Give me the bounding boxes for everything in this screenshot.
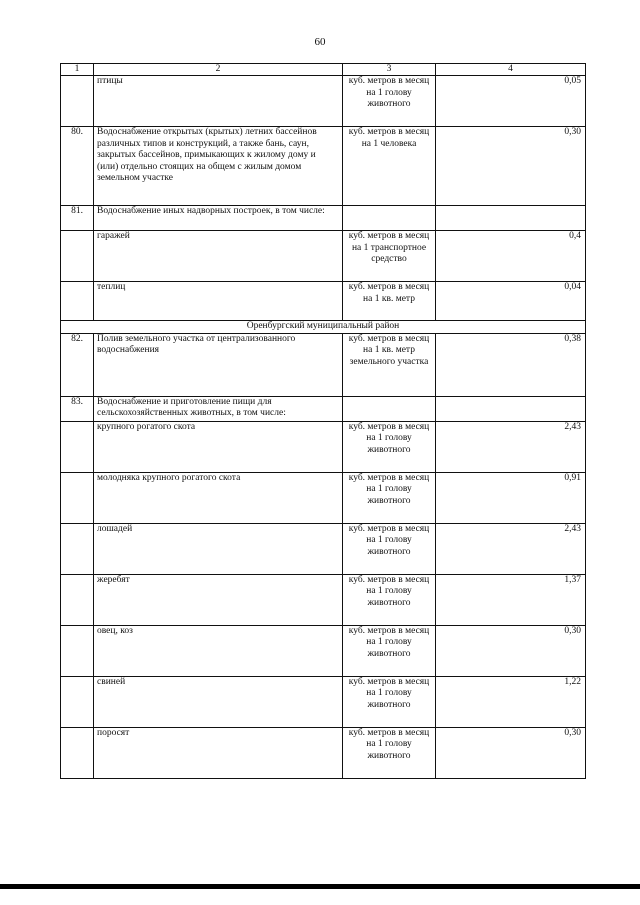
row-value: 0,4 <box>436 231 586 282</box>
table-row <box>61 523 586 574</box>
table-row <box>61 282 586 321</box>
row-number <box>61 574 94 625</box>
row-name: гаражей <box>94 231 343 282</box>
header-col-2: 2 <box>94 64 343 76</box>
row-value <box>436 396 586 421</box>
row-number: 82. <box>61 333 94 396</box>
row-unit: куб. метров в месяц на 1 человека <box>343 127 436 206</box>
row-name: молодняка крупного рогатого скота <box>94 472 343 523</box>
row-value: 0,38 <box>436 333 586 396</box>
table-row <box>61 333 586 396</box>
row-name: жеребят <box>94 574 343 625</box>
row-name: поросят <box>94 727 343 778</box>
row-name: Водоснабжение и приготовление пищи для сельскохозяйственных животных, в том числе: <box>94 396 343 421</box>
row-unit <box>343 206 436 231</box>
row-unit: куб. метров в месяц на 1 голову животного <box>343 727 436 778</box>
row-name: Водоснабжение иных надворных построек, в том числе: <box>94 206 343 231</box>
row-value: 1,37 <box>436 574 586 625</box>
norms-table <box>60 63 586 779</box>
row-number: 83. <box>61 396 94 421</box>
row-name: Полив земельного участка от централизованного водоснабжения <box>94 333 343 396</box>
row-name: теплиц <box>94 282 343 321</box>
table-row <box>61 574 586 625</box>
row-number <box>61 421 94 472</box>
row-unit: куб. метров в месяц на 1 голову животного <box>343 76 436 127</box>
header-row <box>61 64 586 76</box>
row-name: лошадей <box>94 523 343 574</box>
row-number <box>61 625 94 676</box>
page-number: 60 <box>314 36 326 48</box>
table-row <box>61 421 586 472</box>
row-unit: куб. метров в месяц на 1 голову животного <box>343 421 436 472</box>
row-number <box>61 523 94 574</box>
row-number <box>61 472 94 523</box>
table-row <box>61 472 586 523</box>
table-row <box>61 127 586 206</box>
row-number: 80. <box>61 127 94 206</box>
row-value: 0,30 <box>436 727 586 778</box>
row-number: 81. <box>61 206 94 231</box>
row-unit: куб. метров в месяц на 1 голову животного <box>343 523 436 574</box>
row-unit: куб. метров в месяц на 1 голову животного <box>343 472 436 523</box>
bottom-rule <box>0 884 640 889</box>
row-name: птицы <box>94 76 343 127</box>
row-value: 0,30 <box>436 625 586 676</box>
row-value: 0,30 <box>436 127 586 206</box>
row-value: 2,43 <box>436 421 586 472</box>
row-value: 0,04 <box>436 282 586 321</box>
table-row <box>61 625 586 676</box>
row-number <box>61 676 94 727</box>
header-col-1: 1 <box>61 64 94 76</box>
table-row <box>61 206 586 231</box>
row-unit: куб. метров в месяц на 1 кв. метр земельного участка <box>343 333 436 396</box>
row-number <box>61 231 94 282</box>
row-number <box>61 727 94 778</box>
row-value: 2,43 <box>436 523 586 574</box>
district-row <box>61 321 586 334</box>
row-name: овец, коз <box>94 625 343 676</box>
row-unit: куб. метров в месяц на 1 транспортное средство <box>343 231 436 282</box>
row-value: 0,91 <box>436 472 586 523</box>
row-name: крупного рогатого скота <box>94 421 343 472</box>
table-row <box>61 396 586 421</box>
header-col-4: 4 <box>436 64 586 76</box>
row-value: 1,22 <box>436 676 586 727</box>
row-number <box>61 282 94 321</box>
row-unit: куб. метров в месяц на 1 голову животного <box>343 625 436 676</box>
row-value <box>436 206 586 231</box>
row-name: свиней <box>94 676 343 727</box>
header-col-3: 3 <box>343 64 436 76</box>
row-unit: куб. метров в месяц на 1 голову животного <box>343 574 436 625</box>
row-unit <box>343 396 436 421</box>
row-name: Водоснабжение открытых (крытых) летних бассейнов различных типов и конструкций, а также бань, саун, закрытых бассейнов, примыкающих к жилому дому и (или) отдельно стоящих на общем с жилым домом земельном участке <box>94 127 343 206</box>
row-number <box>61 76 94 127</box>
table-row <box>61 76 586 127</box>
district-title: Оренбургский муниципальный район <box>61 321 586 334</box>
table-row <box>61 727 586 778</box>
row-unit: куб. метров в месяц на 1 кв. метр <box>343 282 436 321</box>
row-unit: куб. метров в месяц на 1 голову животного <box>343 676 436 727</box>
row-value: 0,05 <box>436 76 586 127</box>
table-row <box>61 231 586 282</box>
table-row <box>61 676 586 727</box>
